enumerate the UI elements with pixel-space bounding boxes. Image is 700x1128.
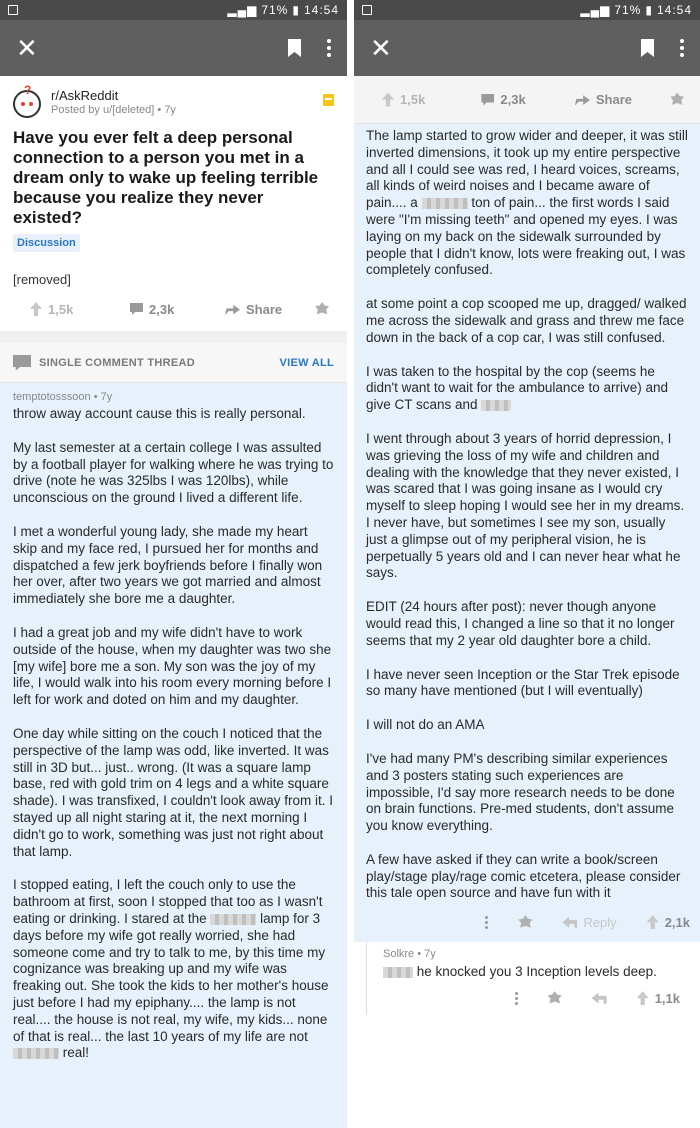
thread-label: SINGLE COMMENT THREAD xyxy=(39,356,196,369)
upvote-button[interactable] xyxy=(30,302,130,317)
bookmark-icon[interactable] xyxy=(288,39,301,57)
share-icon xyxy=(225,303,240,315)
reply-vote-count: 1,1k xyxy=(654,990,680,1006)
reply-author[interactable]: Solkre • 7y xyxy=(383,948,436,961)
comment-paragraph: at some point a cop scooped me up, dragged/ walked me across the sidewalk and grass and threw me face down in the back of a cop car, I was still confused. xyxy=(366,296,687,345)
status-bar xyxy=(0,0,347,20)
comment-paragraph: My last semester at a certain college I was assulted by a football player for walking where he was trying to drive (note he was 325lbs I was 120lbs), while unconscious on the ground I lived a different life. xyxy=(13,439,334,506)
share-button[interactable] xyxy=(225,302,315,317)
single-thread-bar xyxy=(0,343,347,383)
post-card xyxy=(0,76,347,331)
comment-icon xyxy=(130,303,143,315)
comment-paragraph: I have never seen Inception or the Star Trek episode so many have mentioned (but I will eventually) xyxy=(366,666,680,699)
comment-continued xyxy=(354,124,700,902)
comment-paragraph: I went through about 3 years of horrid depression, I was grieving the loss of my wife and children and dealing with the knowledge that they never existed, I was scared that I was going insane as I would cry myself to sleep hoping I would see her in my dreams. I never have, but sometimes I see my son, usually just a glimpse out of my peripheral vision, he is perpetually 5 years old and I can never hear what he says. xyxy=(366,430,685,581)
clock: 14:54 xyxy=(303,3,339,17)
post-flair[interactable]: Discussion xyxy=(13,234,80,252)
gallery-icon xyxy=(362,5,372,15)
comment-icon xyxy=(481,94,494,106)
battery-icon: ▮ xyxy=(645,3,653,17)
upvote-button[interactable] xyxy=(382,92,481,107)
post-title: Have you ever felt a deep personal connection to a person you met in a dream only to wake up feeling terrible because you realize they never existed? xyxy=(13,128,319,227)
redacted-word xyxy=(210,914,256,925)
comment-paragraph: The lamp started to grow wider and deeper, it was still inverted dimensions, it took up my entire perspective and all I could see was red, I heard voices, screams, all kinds of weird noises and I became aware of pain.... a ton of pain... the first words I said were "I'm missing teeth" and opened my eyes. I was laying on my back on the sidewalk surrounded by people that I didn't know, lots were freaking out, I was completely confused. xyxy=(366,128,688,278)
share-label: Share xyxy=(595,92,633,107)
subreddit-avatar-icon[interactable]: ? xyxy=(13,90,41,118)
redacted-word xyxy=(13,1048,59,1059)
gallery-icon xyxy=(8,5,18,15)
overflow-menu-icon[interactable] xyxy=(327,39,331,57)
comment-more-icon[interactable] xyxy=(515,992,518,1005)
upvote-count: 1,5k xyxy=(48,301,74,317)
battery-icon: ▮ xyxy=(292,3,300,17)
reply-icon[interactable] xyxy=(592,993,607,1004)
award-icon[interactable] xyxy=(518,915,532,929)
signal-icon: ▂▄▆ xyxy=(580,3,611,17)
comment-paragraph: throw away account cause this is really personal. xyxy=(13,406,306,421)
signal-icon: ▂▄▆ xyxy=(227,3,258,17)
comment-paragraph: I will not do an AMA xyxy=(366,717,485,733)
divider xyxy=(0,331,347,343)
award-icon[interactable] xyxy=(315,302,329,316)
comment-count: 2,3k xyxy=(149,301,175,317)
comment xyxy=(0,383,347,1128)
bookmark-icon[interactable] xyxy=(641,39,654,57)
app-toolbar xyxy=(354,20,700,76)
post-body: [removed] xyxy=(13,272,71,287)
subreddit-name[interactable]: r/AskReddit xyxy=(51,88,119,103)
reply-icon xyxy=(562,917,577,928)
reply-comment xyxy=(366,942,700,1015)
comment-vote-count: 2,1k xyxy=(664,914,690,930)
post-actions xyxy=(13,287,334,331)
left-screenshot xyxy=(0,0,347,1128)
reply-upvote-button[interactable] xyxy=(637,991,680,1006)
comment-paragraph: A few have asked if they can write a book/screen play/stage play/rage comic etcetera, please consider this tale open source and have fun with it xyxy=(366,851,681,901)
overflow-menu-icon[interactable] xyxy=(680,39,684,57)
mod-badge-icon xyxy=(323,94,334,106)
upvote-count: 1,5k xyxy=(400,92,426,107)
award-icon[interactable] xyxy=(548,991,562,1005)
redacted-word xyxy=(481,400,511,411)
share-button[interactable] xyxy=(575,92,670,107)
battery-level: 71% xyxy=(261,3,289,17)
upvote-icon xyxy=(382,93,394,107)
comment-more-icon[interactable] xyxy=(485,916,488,929)
comments-button[interactable] xyxy=(130,302,225,317)
clock: 14:54 xyxy=(656,3,692,17)
panel-gap xyxy=(347,0,354,1128)
status-bar xyxy=(354,0,700,20)
comment-paragraph: One day while sitting on the couch I noticed that the perspective of the lamp was odd, like inverted. It was still in 3D but... just.. wrong. (It was a square lamp base, red with gold trim on 4 legs and a white square shade). I was transfixed, I couldn't look away from it. I stayed up all night staring at it, the next morning I didn't go to work, something was just not right about that lamp. xyxy=(13,725,333,859)
redacted-word xyxy=(422,198,468,209)
reply-label: Reply xyxy=(583,914,617,930)
share-icon xyxy=(575,94,590,106)
comment-body xyxy=(13,406,334,1062)
reply-button[interactable] xyxy=(562,915,616,930)
thread-comment-icon xyxy=(13,355,31,371)
comment-body xyxy=(366,128,690,902)
battery-level: 71% xyxy=(614,3,642,17)
redacted-word xyxy=(383,967,413,978)
award-icon[interactable] xyxy=(670,93,684,107)
comment-paragraph: I've had many PM's describing similar experiences and 3 posters stating such experiences are impossible, I'd say more research needs to be done on brain functions. Pre-med students, don't assume you know everything. xyxy=(366,750,675,834)
comment-paragraph: I had a great job and my wife didn't have to work outside of the house, when my daughter was two she [my wife] bore me a son. My son was the joy of my life, I would walk into his room every morning before I left for work and doted on him and my daughter. xyxy=(13,624,332,708)
comment-actions xyxy=(354,902,700,942)
comments-button[interactable] xyxy=(481,92,575,107)
reply-actions xyxy=(383,981,690,1015)
comment-paragraph: I met a wonderful young lady, she made my heart skip and my face red, I pursued her for months and dispatched a few jerk boyfriends before I finally won her over, after two years we got married and almost immediately she bore me a daughter. xyxy=(13,523,323,607)
comment-count: 2,3k xyxy=(500,92,526,107)
comment-author[interactable]: temptotosssoon • 7y xyxy=(13,391,113,403)
comment-upvote-button[interactable] xyxy=(647,915,690,930)
comment-paragraph: I was taken to the hospital by the cop (seems he didn't want to wait for the ambulance to arrive) and give CT scans and xyxy=(366,363,668,413)
close-icon[interactable]: ✕ xyxy=(370,33,392,63)
reply-body: he knocked you 3 Inception levels deep. xyxy=(383,964,690,981)
upvote-icon xyxy=(647,915,659,929)
app-toolbar xyxy=(0,20,347,76)
comment-paragraph: EDIT (24 hours after post): never though anyone would read this, I changed a line so that it no longer seems that my 2 year old daughter bore a child. xyxy=(366,599,675,648)
close-icon[interactable]: ✕ xyxy=(16,33,38,63)
view-all-link[interactable]: VIEW ALL xyxy=(279,356,334,369)
comment-paragraph: I stopped eating, I left the couch only to use the bathroom at first, soon I stopped that too as I wasn't eating or drinking. I stared at the lamp for 3 days before my wife got really worried, she had someone come and try to talk to me, by this time my cognizance was breaking up and my wife was freaking out. She took the kids to her mother's house just before I had my epiphany.... the lamp is not real.... the house is not real, my wife, my kids... none of that is real... the last 10 years of my life are not real! xyxy=(13,877,329,1061)
share-label: Share xyxy=(246,301,283,317)
post-actions xyxy=(354,76,700,124)
upvote-icon xyxy=(30,302,42,316)
post-meta: Posted by u/[deleted] • 7y xyxy=(51,104,176,116)
right-screenshot xyxy=(354,0,700,1128)
upvote-icon xyxy=(637,991,649,1005)
